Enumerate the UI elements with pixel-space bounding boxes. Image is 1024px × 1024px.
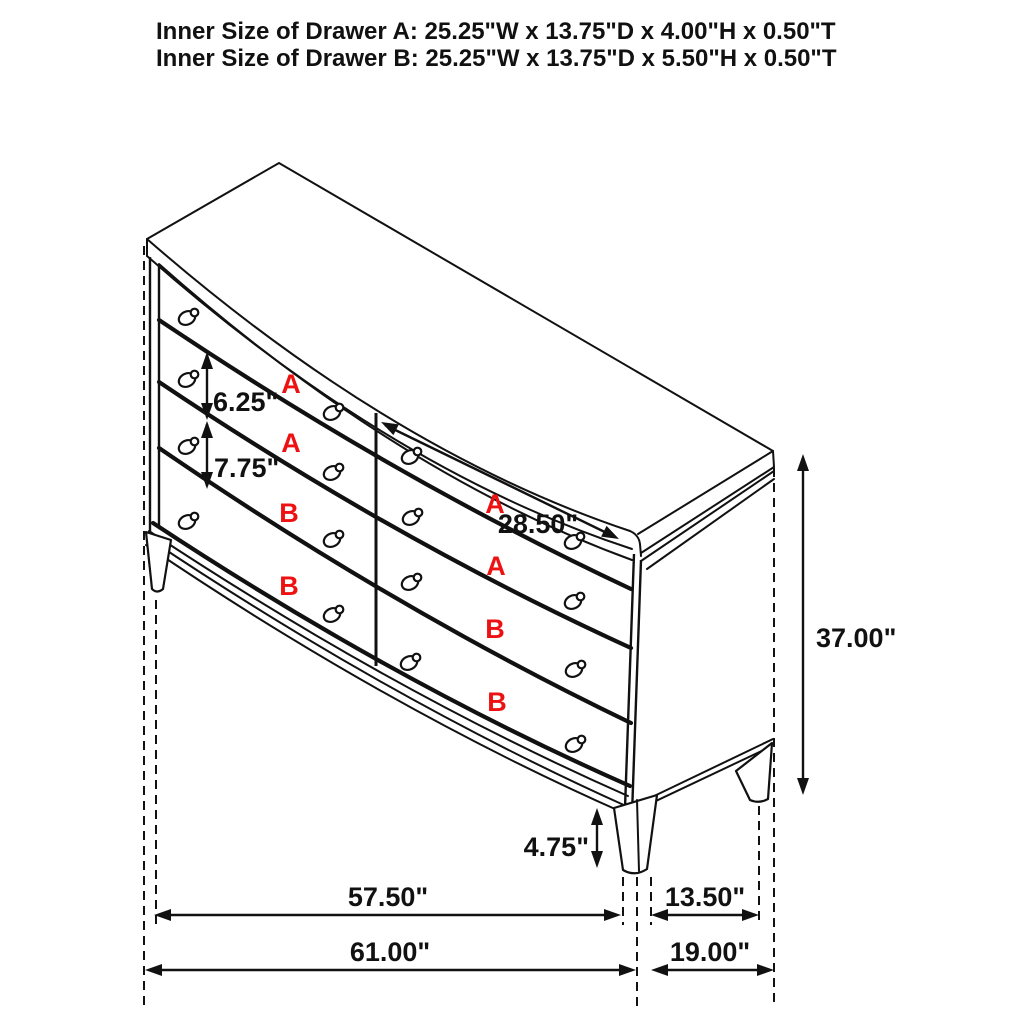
- drawer-letter-right-4: B: [487, 687, 507, 717]
- dimension-right-opening-width: [378, 417, 621, 545]
- drawer-knob: [399, 654, 421, 673]
- side-top-rail-1: [641, 471, 774, 561]
- dimension-label: 57.50": [347, 882, 429, 912]
- dimension-overall-depth: [651, 937, 774, 976]
- dimension-label: 28.50": [497, 509, 579, 539]
- drawer-letter-left-2: A: [281, 428, 301, 458]
- arrowhead-right: [604, 909, 621, 921]
- drawer-knob: [322, 606, 344, 625]
- drawer-knob: [322, 464, 344, 483]
- drawer-knob: [400, 574, 422, 593]
- plinth-curve-3: [146, 545, 624, 813]
- arrowhead-right: [619, 964, 636, 976]
- front-left-leg: [146, 532, 171, 592]
- dimension-leg-height: [524, 808, 603, 868]
- dimension-label: 4.75": [523, 832, 589, 862]
- drawer-letter-left-3: B: [279, 498, 299, 528]
- drawer-knob: [401, 509, 423, 528]
- dimension-drawer-b-height: [201, 421, 279, 489]
- drawer-knob: [564, 736, 586, 755]
- cabinet-top: [147, 163, 774, 556]
- title-line-a: Inner Size of Drawer A: 25.25"W x 13.75"D x 4.00"H x 0.50"T: [156, 18, 836, 45]
- arrowhead-right: [757, 964, 774, 976]
- dimension-overall-height: [797, 454, 896, 795]
- dimension-label: 37.00": [816, 623, 897, 653]
- separator-3: [159, 448, 631, 723]
- plinth-curve-2: [148, 538, 626, 806]
- top-right-edge: [638, 451, 773, 534]
- arrowhead-down: [797, 778, 809, 795]
- side-top-rail-2: [647, 479, 774, 569]
- dimension-label: 7.75": [214, 453, 280, 483]
- title-block: [156, 18, 837, 72]
- dimension-label: 6.25": [213, 387, 279, 417]
- center-front-leg: [614, 795, 657, 873]
- dimension-label: 61.00": [349, 937, 431, 967]
- arrowhead-up: [797, 454, 809, 471]
- drawer-knob: [400, 448, 422, 467]
- dimension-side-depth: [651, 882, 759, 921]
- separator-4: [153, 523, 630, 786]
- drawer-knob: [177, 371, 199, 390]
- dimension-overall-width: [145, 937, 636, 976]
- title-line-b: Inner Size of Drawer B: 25.25"W x 13.75"D x 5.50"H x 0.50"T: [156, 45, 837, 72]
- drawer-knob: [564, 661, 586, 680]
- top-slab-right-edge: [641, 467, 774, 553]
- drawer-letter-right-2: A: [486, 551, 506, 581]
- drawer-letter-left-4: B: [279, 571, 299, 601]
- drawer-knob: [177, 309, 199, 328]
- plinth-curve-1: [149, 531, 628, 796]
- dimension-drawer-a-height: [201, 352, 278, 420]
- drawer-knob: [177, 513, 199, 532]
- arrowhead-left: [651, 964, 668, 976]
- drawer-knob: [563, 593, 585, 612]
- arrowhead-down: [591, 851, 603, 868]
- arrowhead-left: [145, 964, 162, 976]
- top-right-cap: [773, 451, 774, 467]
- drawer-knob: [322, 404, 344, 423]
- drawer-letter-right-1: A: [485, 489, 505, 519]
- drawer-letter-left-1: A: [281, 369, 301, 399]
- drawer-knob: [177, 438, 199, 457]
- dimension-label: 19.00": [669, 937, 751, 967]
- arrowhead-up: [201, 421, 213, 438]
- dimension-front-width: [154, 882, 621, 921]
- rear-right-leg: [736, 743, 772, 802]
- drawer-knob: [322, 531, 344, 550]
- dimension-label: 13.50": [664, 882, 746, 912]
- arrowhead-up: [591, 808, 603, 825]
- top-front-right-corner: [630, 531, 641, 556]
- arrowhead-down: [201, 472, 213, 489]
- drawer-letter-right-3: B: [485, 614, 505, 644]
